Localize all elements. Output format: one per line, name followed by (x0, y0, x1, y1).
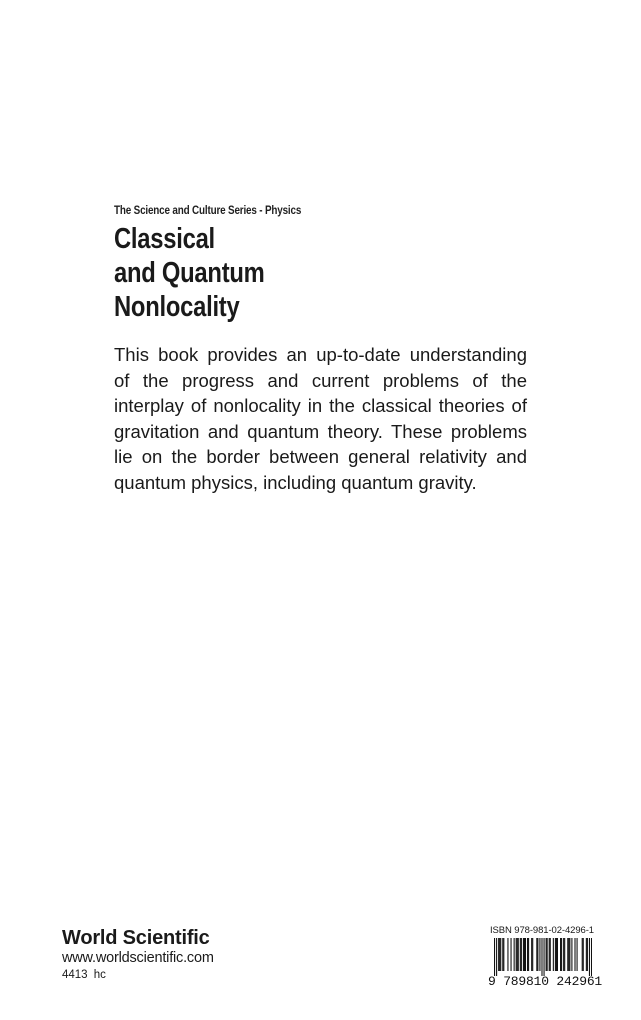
barcode-bar (564, 938, 565, 971)
barcode-bar (591, 938, 592, 976)
barcode-bar (569, 938, 570, 971)
barcode-bar (521, 938, 522, 971)
publisher-name: World Scientific (62, 927, 210, 949)
barcode-bar (520, 938, 521, 971)
title-line-3: Nonlocality (114, 291, 240, 323)
book-description (114, 342, 527, 496)
barcode-bar (574, 938, 575, 971)
barcode-bar (496, 938, 497, 976)
isbn-label: ISBN 978-981-02-4296-1 (490, 925, 594, 936)
barcode-bar (516, 938, 517, 971)
barcode-bar (571, 938, 572, 971)
barcode-bar (586, 938, 587, 971)
series-name: The Science and Culture Series - Physics (114, 205, 302, 217)
barcode-bar (503, 938, 504, 971)
barcode-bar (541, 938, 542, 976)
barcode-bar (517, 938, 518, 971)
barcode-bar (557, 938, 558, 971)
barcode-bar (502, 938, 503, 971)
barcode-bar (532, 938, 533, 971)
barcode-bar (524, 938, 525, 971)
publisher-website: www.worldscientific.com (62, 950, 214, 966)
barcode-bar (507, 938, 508, 971)
barcode-bar (547, 938, 548, 971)
barcode-bar (589, 938, 590, 976)
barcode-bar (553, 938, 554, 971)
book-title (114, 222, 265, 324)
barcode-bar (537, 938, 538, 971)
barcode-bars (494, 938, 592, 976)
title-line-2: and Quantum (114, 257, 265, 289)
barcode-bar (539, 938, 540, 971)
barcode-bar (494, 938, 495, 976)
barcode-bar (511, 938, 512, 971)
barcode-bar (500, 938, 501, 971)
barcode-bar (544, 938, 545, 976)
barcode-bar (582, 938, 583, 971)
barcode-bar (550, 938, 551, 971)
barcode-bar (531, 938, 532, 971)
description-text: This book provides an up-to-date understanding of the progress and current problems of the interplay of nonlocality in the classical theories of gravitation and quantum theory. These problems lie on the border between general relativity and quantum physics, including quantum gravity. (114, 344, 527, 493)
barcode-bar (527, 938, 528, 971)
barcode-bar (536, 938, 537, 971)
catalog-code: 4413 hc (62, 969, 106, 981)
barcode-bar (546, 938, 547, 971)
barcode-bar (568, 938, 569, 971)
barcode-bar (555, 938, 556, 971)
barcode-bar (567, 938, 568, 971)
barcode-bar (525, 938, 526, 971)
barcode-bar (518, 938, 519, 971)
barcode-bar (523, 938, 524, 971)
barcode-bar (528, 938, 529, 971)
barcode-bar (549, 938, 550, 971)
barcode-bar (563, 938, 564, 971)
barcode-bar (499, 938, 500, 971)
barcode-bar (577, 938, 578, 971)
barcode-bar (514, 938, 515, 971)
barcode-bar (583, 938, 584, 971)
barcode-bar (556, 938, 557, 971)
barcode-bar (498, 938, 499, 971)
title-line-1: Classical (114, 223, 215, 255)
barcode-bar (587, 938, 588, 971)
barcode-bar (561, 938, 562, 971)
barcode-digits: 9 789810 242961 (488, 974, 603, 989)
barcode-bar (560, 938, 561, 971)
isbn-barcode (488, 925, 603, 989)
